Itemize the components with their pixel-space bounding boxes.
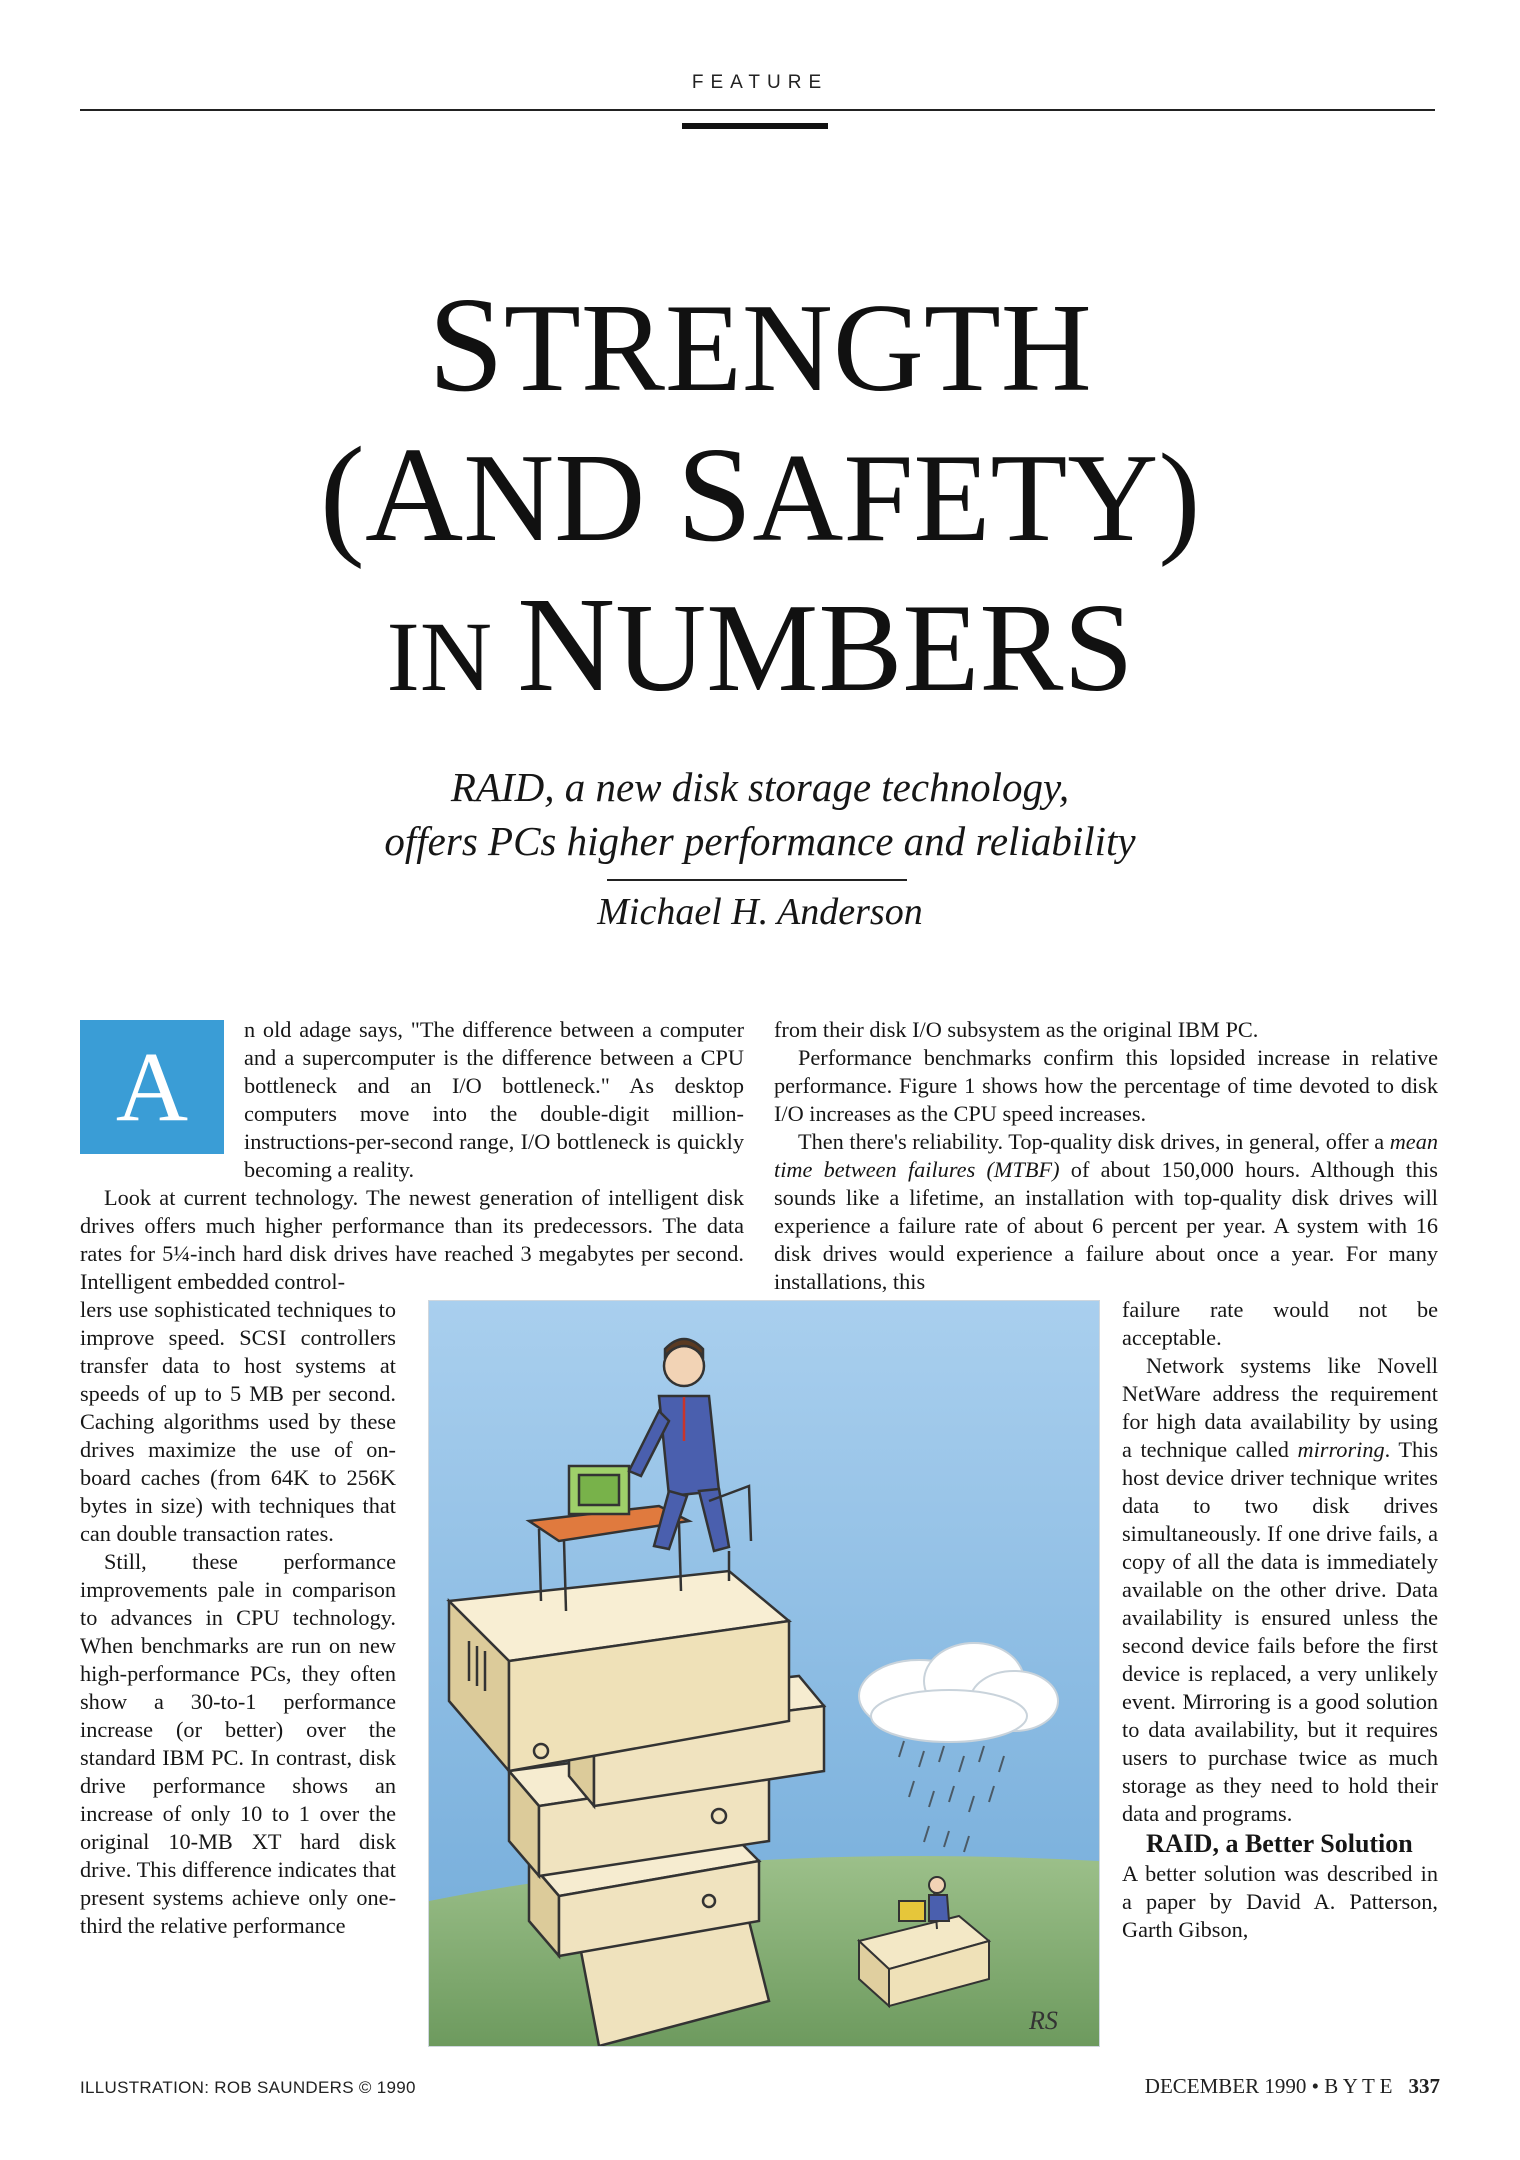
drop-cap: A <box>80 1020 224 1154</box>
paragraph: Then there's reliability. Top-quality disk drives, in general, offer a mean time between failures (MTBF) of about 150,000 hours. Although this sounds like a lifetime, an installation with top-quality disk drives will experience a failure rate of about 6 percent per year. A system with 16 disk drives would experience a failure about once a year. For many installations, this <box>774 1129 1438 1294</box>
title-line-3: IN NUMBERS <box>386 570 1134 720</box>
issue-info <box>1145 2074 1440 2099</box>
paragraph: failure rate would not be acceptable. <box>1122 1297 1438 1350</box>
title-line-2: (AND SAFETY) <box>319 420 1201 570</box>
left-column-bottom <box>80 1296 396 1940</box>
header-tab-rule <box>682 123 828 129</box>
issue-date: DECEMBER 1990 • B Y T E <box>1144 2074 1393 2098</box>
paragraph: Look at current technology. The newest generation of intelligent disk drives offers much higher performance than its predecessors. The data rates for 5¼-inch hard disk drives have reached 3 megabytes per second. Intelligent embedded control- <box>80 1185 744 1294</box>
byline: Michael H. Anderson <box>597 891 923 933</box>
left-column-top <box>80 1016 744 1296</box>
right-column-bottom <box>1122 1296 1438 1944</box>
article-title <box>0 272 1520 730</box>
paragraph: n old adage says, "The difference between a computer and a supercomputer is the difference between a CPU bottleneck and an I/O bottleneck." As desktop computers move into the double-digit million-instructions-per-second range, I/O bottleneck is quickly becoming a reality. <box>244 1017 744 1182</box>
emphasis: mirroring <box>1297 1437 1385 1462</box>
paragraph: from their disk I/O subsystem as the original IBM PC. <box>774 1017 1259 1042</box>
paragraph: Still, these performance improvements pale in comparison to advances in CPU technology. When benchmarks are run on new high-performance PCs, they often show a 30-to-1 performance increase (or better) over the standard IBM PC. In contrast, disk drive performance shows an increase of only 10 to 1 over the original 10-MB XT hard disk drive. This difference indicates that present systems achieve only one-third the relative performance <box>80 1549 396 1938</box>
title-line-1: STRENGTH <box>428 270 1092 420</box>
section-label: FEATURE <box>691 72 829 93</box>
deck-line-2: offers PCs higher performance and reliability <box>384 818 1136 864</box>
subheading: RAID, a Better Solution <box>1146 1829 1413 1858</box>
illustrator-signature: RS <box>1029 2006 1058 2035</box>
paragraph: Network systems like Novell NetWare address the requirement for high data availability by using a technique called mirroring. This host device driver technique writes data to two disk drives simultaneously. If one drive fails, a copy of all the data is immediately available on the other drive. Data availability is ensured unless the second device fails before the first device is replaced, a very unlikely event. Mirroring is a good solution to data availability, but it requires users to purchase twice as much storage as they need to hold their data and programs. <box>1122 1353 1438 1826</box>
paragraph: lers use sophisticated techniques to improve speed. SCSI controllers transfer data to host systems at speeds of up to 5 MB per second. Caching algorithms used by these drives maximize the use of on-board caches (from 64K to 256K bytes in size) with techniques that can double transaction rates. <box>80 1297 396 1546</box>
emphasis: mean time between failures (MTBF) <box>774 1129 1438 1182</box>
deck-rule <box>607 879 907 881</box>
illustration-credit: ILLUSTRATION: ROB SAUNDERS © 1990 <box>80 2078 416 2097</box>
paragraph: A better solution was described in a paper by David A. Patterson, Garth Gibson, <box>1122 1861 1438 1942</box>
header-rule <box>80 109 1435 111</box>
article-illustration <box>428 1300 1100 2047</box>
page-number: 337 <box>1408 2074 1440 2098</box>
paragraph: Performance benchmarks confirm this lopsided increase in relative performance. Figure 1 shows how the percentage of time devoted to disk I/O increases as the CPU speed increases. <box>774 1045 1438 1126</box>
deck-line-1: RAID, a new disk storage technology, <box>450 764 1070 810</box>
right-column-top <box>774 1016 1438 1296</box>
article-deck <box>0 760 1520 868</box>
